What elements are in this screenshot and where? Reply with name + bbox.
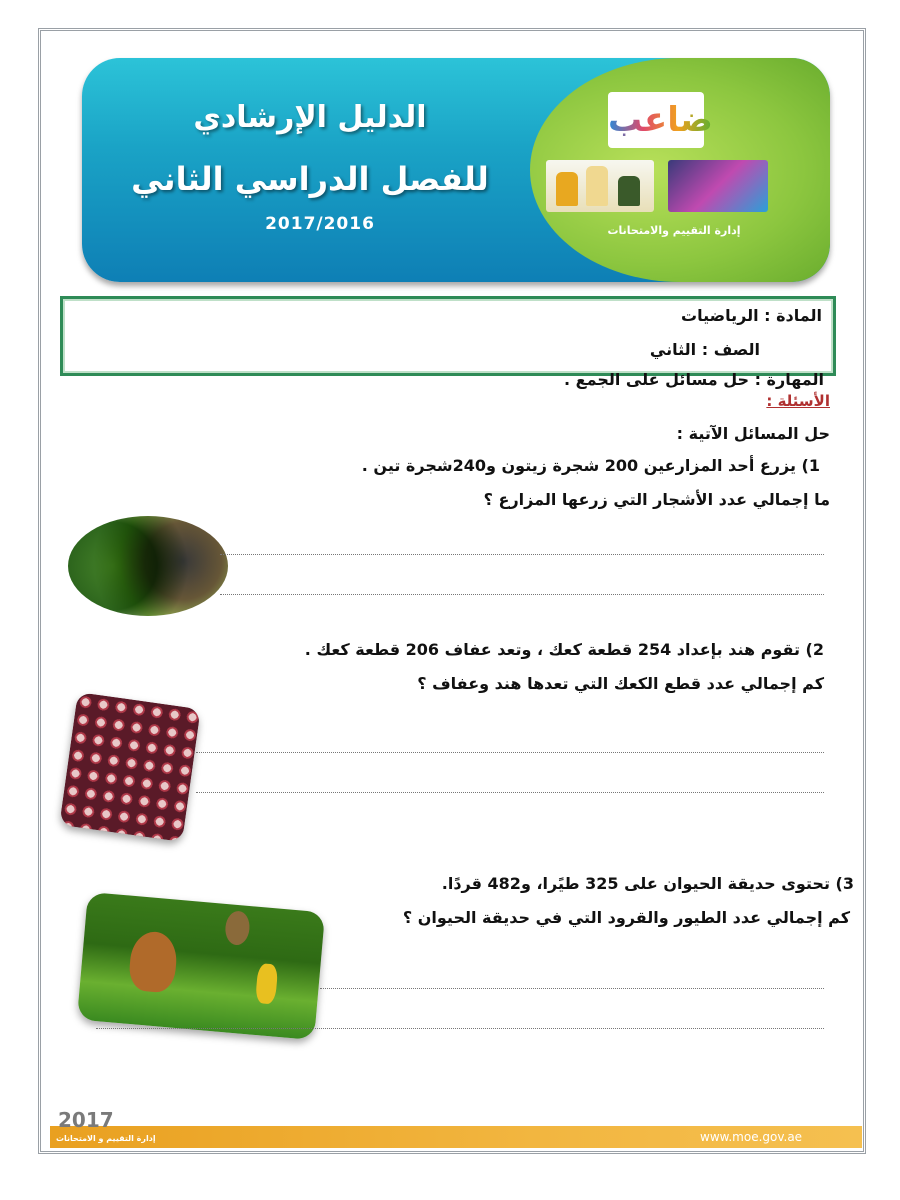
question-3-text: 3) تحتوى حديقة الحيوان على 325 طيًرا، و482 قردًا. <box>441 874 854 893</box>
answer-line[interactable] <box>196 752 824 753</box>
footer-url[interactable]: www.moe.gov.ae <box>700 1130 803 1144</box>
cookies-image <box>59 692 200 842</box>
banner-title-line2: للفصل الدراسي الثاني <box>131 160 489 198</box>
jungle-animals-image <box>77 892 325 1040</box>
question-2-text: 2) تقوم هند بإعداد 254 قطعة كعك ، وتعد عفاف 206 قطعة كعك . <box>304 640 824 659</box>
banner-title-line1: الدليل الإرشادي <box>193 100 427 135</box>
skill-label: المهارة : حل مسائل على الجمع . <box>564 370 824 389</box>
instruction: حل المسائل الآتية : <box>676 424 830 443</box>
owl-figure <box>224 910 251 946</box>
toucan-figure <box>255 963 278 1005</box>
answer-line[interactable] <box>196 792 824 793</box>
footer-year: 2017 <box>58 1108 114 1132</box>
questions-heading: الأسئلة : <box>766 392 830 410</box>
grade-label: الصف : الثاني <box>649 340 760 359</box>
chemistry-flasks-photo <box>546 160 654 212</box>
banner-year: 2017/2016 <box>265 214 375 234</box>
banner-department: إدارة التقييم والامتحانات <box>607 224 741 237</box>
question-2-prompt: كم إجمالي عدد قطع الكعك التي تعدها هند وعفاف ؟ <box>417 674 824 693</box>
footer-department: إدارة التقييم و الامتحانات <box>56 1134 156 1143</box>
answer-line[interactable] <box>96 1028 824 1029</box>
logo <box>608 92 713 148</box>
logo-text: ضاعب <box>608 100 713 140</box>
question-1-prompt: ما إجمالي عدد الأشجار التي زرعها المزارع ؟ <box>483 490 830 509</box>
monkey-figure <box>128 930 179 994</box>
subject-label: المادة : الرياضيات <box>681 306 822 325</box>
plants-image <box>68 516 228 616</box>
answer-line[interactable] <box>220 554 824 555</box>
answer-line[interactable] <box>320 988 824 989</box>
answer-line[interactable] <box>220 594 824 595</box>
numbers-photo <box>668 160 768 212</box>
question-3-prompt: كم إجمالي عدد الطيور والقرود التي في حديقة الحيوان ؟ <box>402 908 850 927</box>
question-1-text: 1) يزرع أحد المزارعين 200 شجرة زيتون و240شجرة تين . <box>361 456 820 475</box>
